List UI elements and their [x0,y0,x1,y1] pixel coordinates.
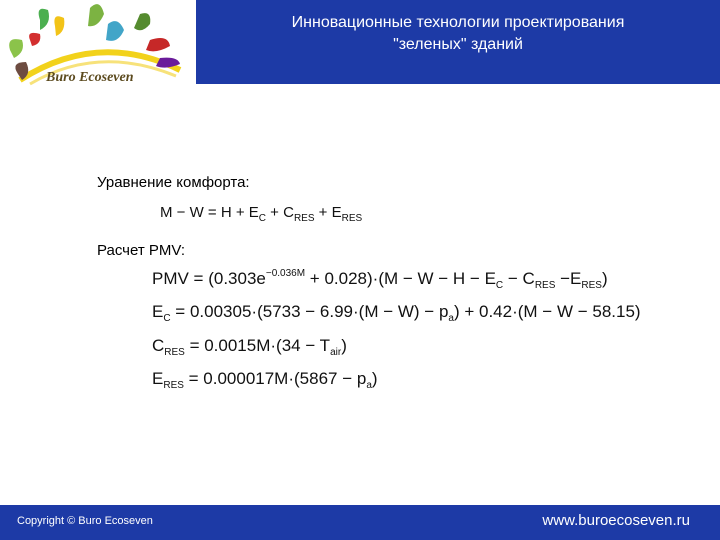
eres-formula-sub: a [366,380,372,391]
ec-formula-part: = 0.00305·(5733 − 6.99·(M − W) − p [170,302,449,321]
header-title-line2: "зеленых" зданий [393,36,523,53]
comfort-equation-label: Уравнение комфорта: [97,174,250,191]
pmv-formula-sub: C [495,280,504,291]
pmv-formula-exponent: −0.036M [265,268,306,279]
pmv-formula-part: + 0.028)·(M − W − H − E [305,269,496,288]
comfort-equation-part: + E [314,204,342,221]
eres-formula-sub: RES [163,380,184,391]
footer-copyright: Copyright © Buro Ecoseven [17,515,153,527]
comfort-equation-sub: RES [341,213,363,224]
footer-website-link[interactable]: www.buroecoseven.ru [542,512,690,529]
eres-formula-part: E [152,369,164,388]
pmv-formula-sub: RES [581,280,602,291]
comfort-equation-sub: RES [293,213,315,224]
eres-formula-part: ) [371,369,378,388]
ec-formula-part: ) + 0.42·(M − W − 58.15) [453,302,641,321]
cres-formula-part: C [152,336,165,355]
logo-text: Buro Ecoseven [46,70,134,85]
ec-formula [152,302,641,324]
ec-formula-sub: C [163,313,171,324]
cres-formula-part: = 0.0015M·(34 − T [184,336,331,355]
cres-formula-sub: RES [164,347,185,358]
pmv-formula [152,268,608,291]
header-title-line1: Инновационные технологии проектирования [291,14,625,31]
pmv-formula-sub: RES [534,280,556,291]
company-logo [0,0,196,96]
ec-formula-sub: a [448,313,454,324]
header-title [196,12,720,56]
cres-formula [152,336,347,358]
comfort-equation-part: M − W = H + E [160,204,259,221]
pmv-calc-label: Расчет PMV: [97,242,185,259]
cres-formula-part: ) [341,336,347,355]
pmv-formula-part: − C [503,269,535,288]
comfort-equation-part: + C [266,204,294,221]
comfort-equation-sub: C [258,213,267,224]
comfort-equation [160,204,362,224]
ec-formula-part: E [152,302,164,321]
pmv-formula-part: PMV = (0.303e [152,269,266,288]
eres-formula [152,369,378,391]
cres-formula-sub: air [330,347,342,358]
eres-formula-part: = 0.000017M·(5867 − p [183,369,367,388]
pmv-formula-part: ) [601,269,608,288]
pmv-formula-part: −E [555,269,582,288]
